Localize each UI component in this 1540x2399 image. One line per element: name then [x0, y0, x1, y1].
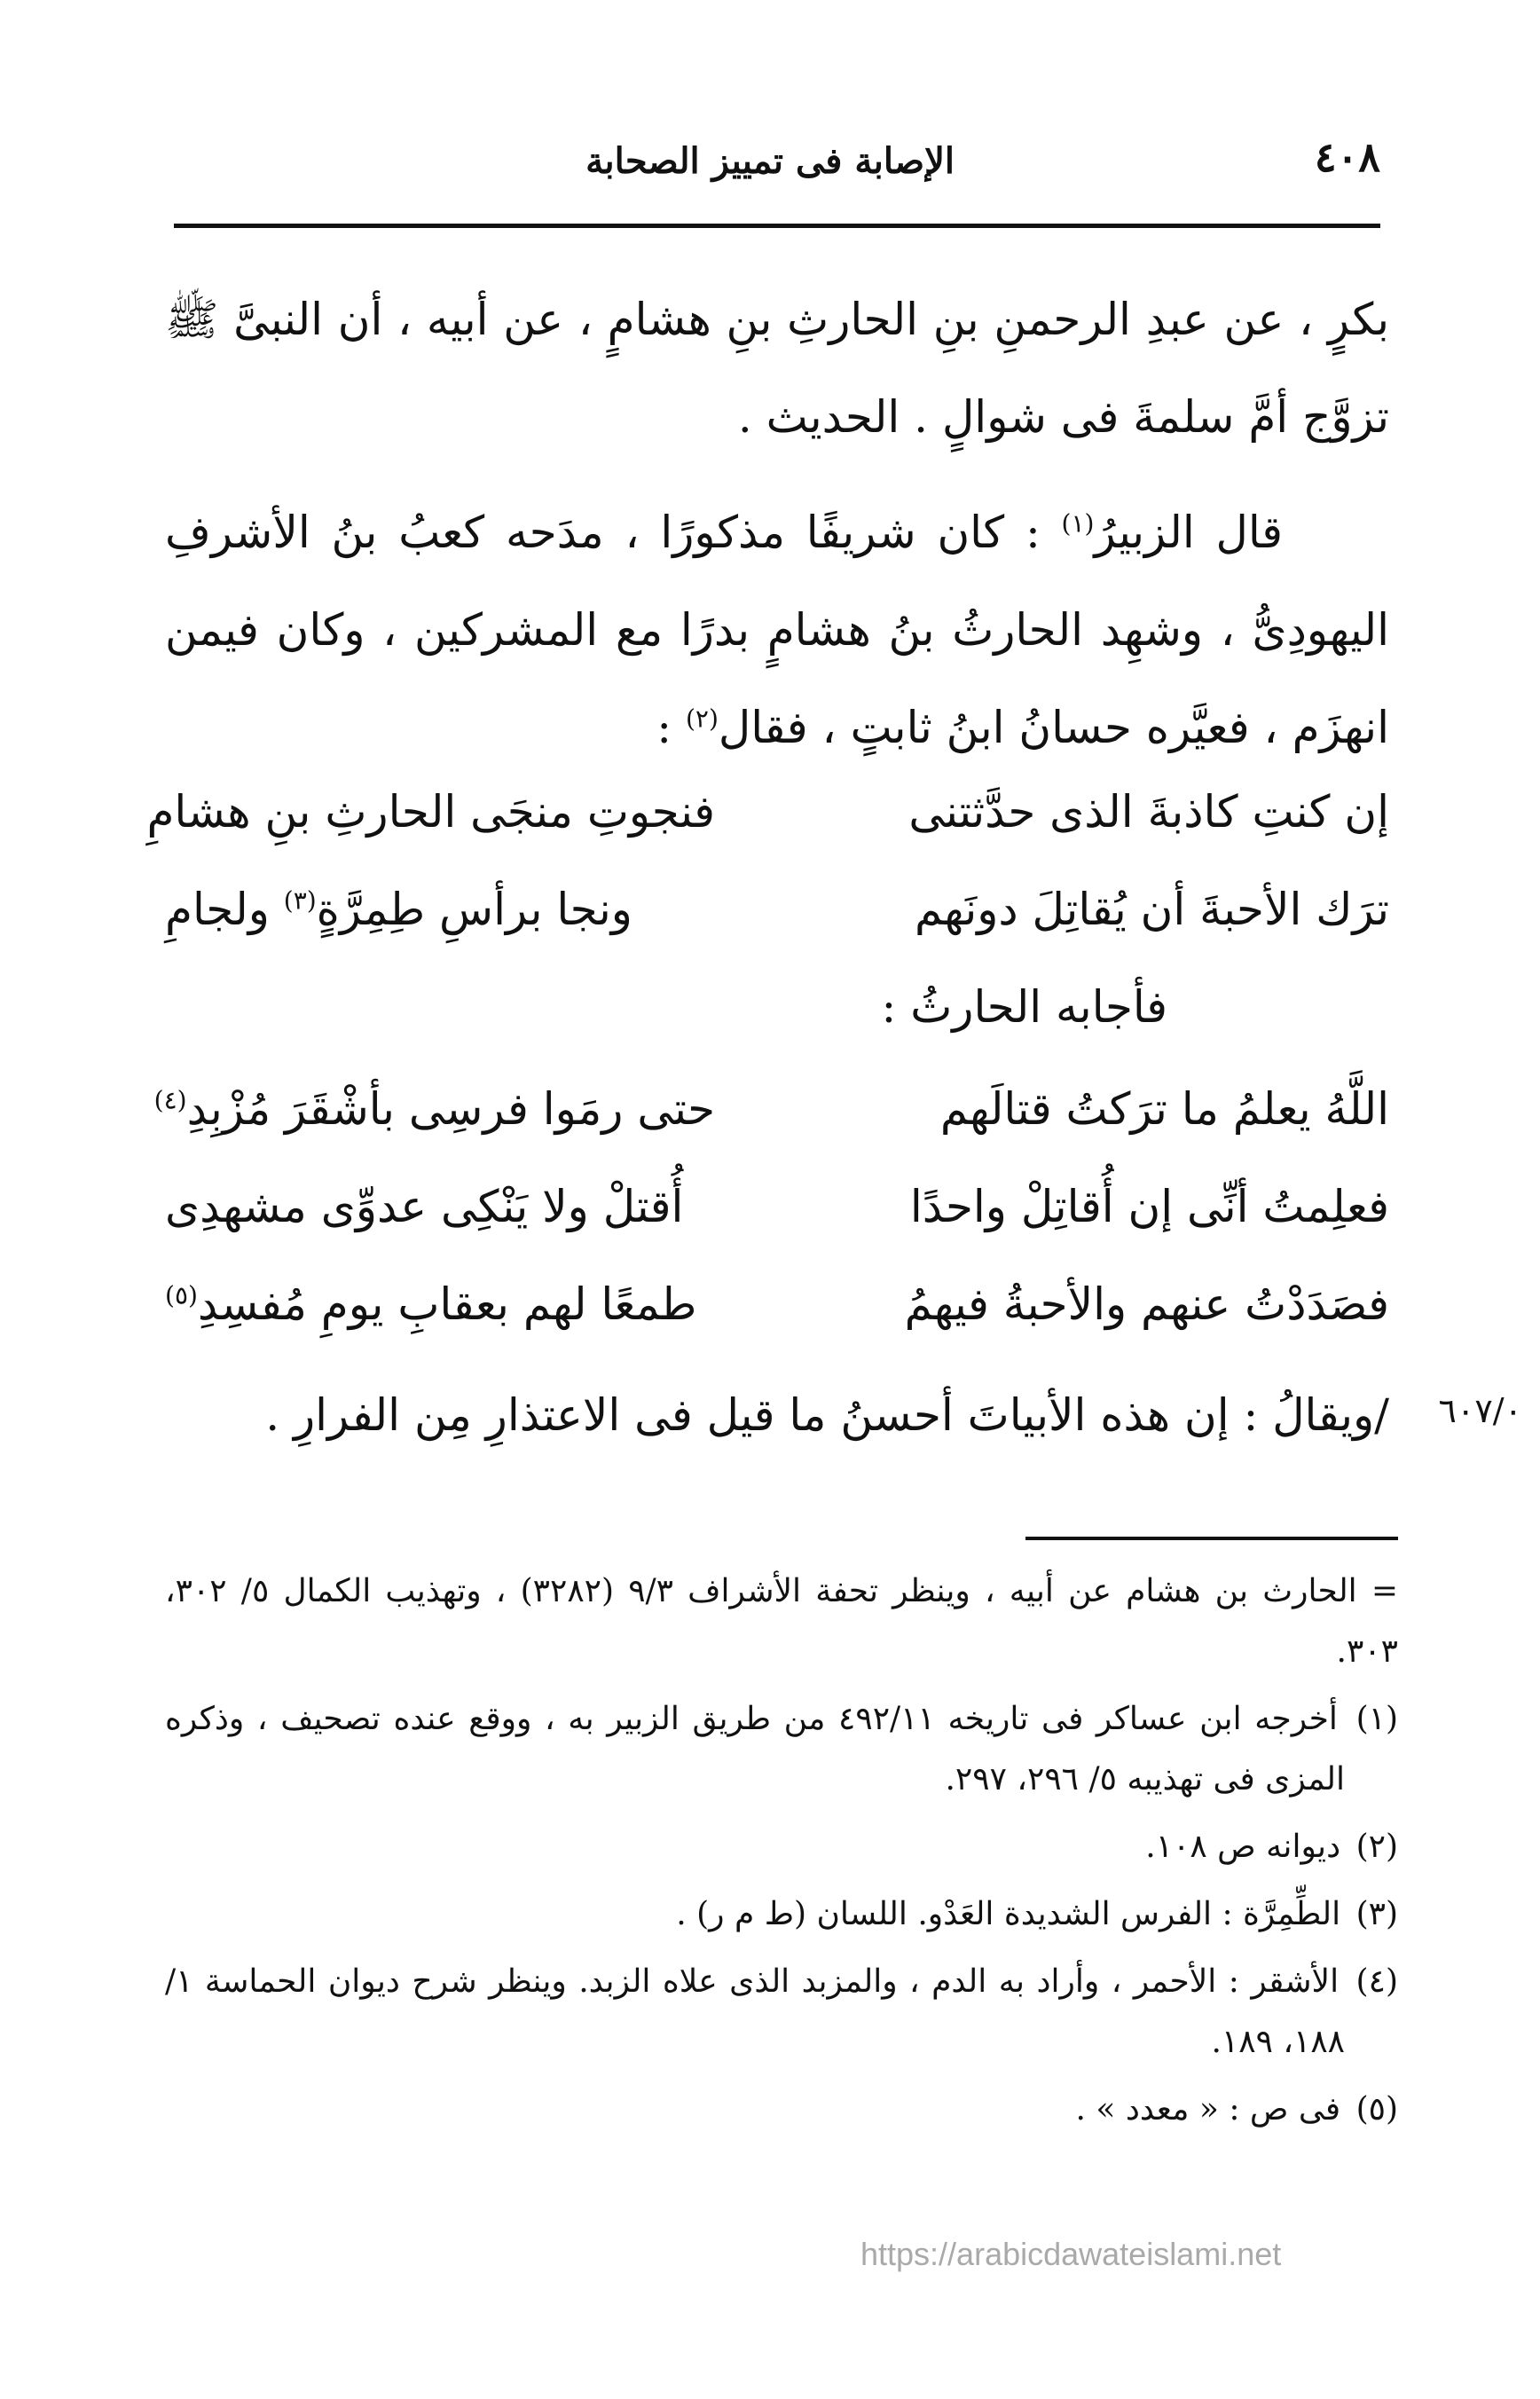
footnote-ref-2: (٢) — [685, 704, 719, 734]
hemistich-text: ونجا برأسِ طِمِرَّةٍ — [316, 884, 632, 935]
footnote-continuation: = الحارث بن هشام عن أبيه ، وينظر تحفة الأشراف ٩/٣ (٣٢٨٢) ، وتهذيب الكمال ٥/ ٣٠٢، ٣٠٣. — [165, 1573, 1398, 1670]
paragraph-2-middle: : كان شريفًا مذكورًا ، مدَحه كعبُ بنُ الأشرفِ اليهودِىُّ ، وشهِد الحارثُ بنُ هشامٍ بدرًا مع المشركين ، وكان فيمن انهزَم ، فعيَّره حسانُ ابنُ ثابتٍ ، فقال — [165, 507, 1389, 753]
verse-row — [165, 861, 1389, 958]
paragraph-2-end: : — [656, 702, 686, 753]
hemistich-first: اللَّهُ يعلمُ ما ترَكتُ قتالَهم — [939, 1083, 1389, 1135]
hemistich-second: فنجوتِ منجَى الحارثِ بنِ هشامِ — [146, 786, 715, 838]
footnote-text: الأشقر : الأحمر ، وأراد به الدم ، والمزبد الذى علاه الزبد. وينظر شرح ديوان الحماسة ١/ ١٨٨، ١٨٩. — [165, 1963, 1345, 2060]
footnote-2 — [165, 1817, 1398, 1877]
poem-hassan — [146, 763, 1389, 958]
hemistich-first: فعلِمتُ أنِّى إن أُقاتِلْ واحدًا — [909, 1181, 1389, 1232]
footnote-marker: (٤) — [1355, 1963, 1398, 2000]
running-title: الإصابة فى تمييز الصحابة — [585, 140, 955, 182]
hemistich-second — [165, 1278, 715, 1330]
footnote-ref-5: (٥) — [165, 1280, 198, 1310]
hemistich-second: أُقتلْ ولا يَنْكِى عدوِّى مشهدِى — [165, 1181, 684, 1232]
paragraph-2 — [165, 484, 1389, 776]
footnote-marker: (٢) — [1355, 1829, 1398, 1865]
verse-row — [165, 1255, 1389, 1353]
hemistich-second — [165, 884, 715, 935]
footnote-text: فى ص : « معدد » . — [1075, 2091, 1341, 2128]
paragraph-1: بكرٍ ، عن عبدِ الرحمنِ بنِ الحارثِ بنِ هشامٍ ، عن أبيه ، أن النبىَّ ﷺ تزوَّج أمَّ سلمةَ فى شوالٍ . الحديث . — [165, 294, 1389, 443]
footnote-text: الطِّمِرَّة : الفرس الشديدة العَدْو. اللسان (ط م ر) . — [676, 1896, 1341, 1932]
verse-row — [153, 1060, 1389, 1158]
page-number: ٤٠٨ — [1314, 133, 1380, 181]
page-header — [174, 133, 1380, 213]
footnote-ref-1: (١) — [1061, 508, 1095, 539]
footnote-separator — [1025, 1537, 1398, 1540]
footnote-text: ديوانه ص ١٠٨. — [1145, 1829, 1341, 1865]
reply-intro: فأجابه الحارثُ : — [881, 981, 1167, 1033]
footnote-3 — [165, 1884, 1398, 1945]
footnotes — [165, 1561, 1398, 2147]
verse-row — [165, 1158, 1389, 1255]
verse-row — [146, 763, 1389, 861]
footnote-text: أخرجه ابن عساكر فى تاريخه ٤٩٢/١١ من طريق الزبير به ، ووقع عنده تصحيف ، وذكره المزى فى تهذيبه ٥/ ٢٩٦، ٢٩٧. — [165, 1701, 1345, 1797]
hemistich-text: حتى رمَوا فرسِى بأشْقَرَ مُزْبِدِ — [186, 1083, 715, 1135]
footnote-ref-3: (٣) — [283, 885, 317, 916]
footnote-marker: (١) — [1355, 1701, 1398, 1737]
watermark-url: https://arabicdawateislami.net — [860, 2236, 1282, 2272]
hemistich-second — [153, 1083, 715, 1135]
footnote-ref-4: (٤) — [153, 1085, 187, 1115]
body-text — [165, 271, 1389, 776]
hemistich-first: فصَدَدْتُ عنهم والأحبةُ فيهمُ — [904, 1278, 1389, 1330]
hemistich-text-end: ولجامِ — [165, 884, 284, 935]
hemistich-text: طمعًا لهم بعقابِ يومِ مُفسِدِ — [197, 1278, 697, 1330]
footnote-marker: (٣) — [1355, 1896, 1398, 1932]
footnote-4 — [165, 1952, 1398, 2073]
header-rule — [174, 224, 1380, 228]
footnote-marker: (٥) — [1355, 2091, 1398, 2128]
hemistich-first: ترَك الأحبةَ أن يُقاتِلَ دونَهم — [915, 884, 1389, 935]
paragraph-2-start: قال الزبيرُ — [1094, 507, 1283, 558]
footnote-1 — [165, 1689, 1398, 1810]
closing-line: /ويقالُ : إن هذه الأبياتَ أحسنُ ما قيل فى الاعتذارِ مِن الفرارِ . — [265, 1389, 1389, 1441]
footnote-5 — [165, 2080, 1398, 2140]
poem-harith — [153, 1060, 1389, 1353]
margin-reference: ٦٠٧/٠ — [1438, 1391, 1522, 1430]
hemistich-first: إن كنتِ كاذبةَ الذى حدَّثتنى — [908, 786, 1389, 838]
